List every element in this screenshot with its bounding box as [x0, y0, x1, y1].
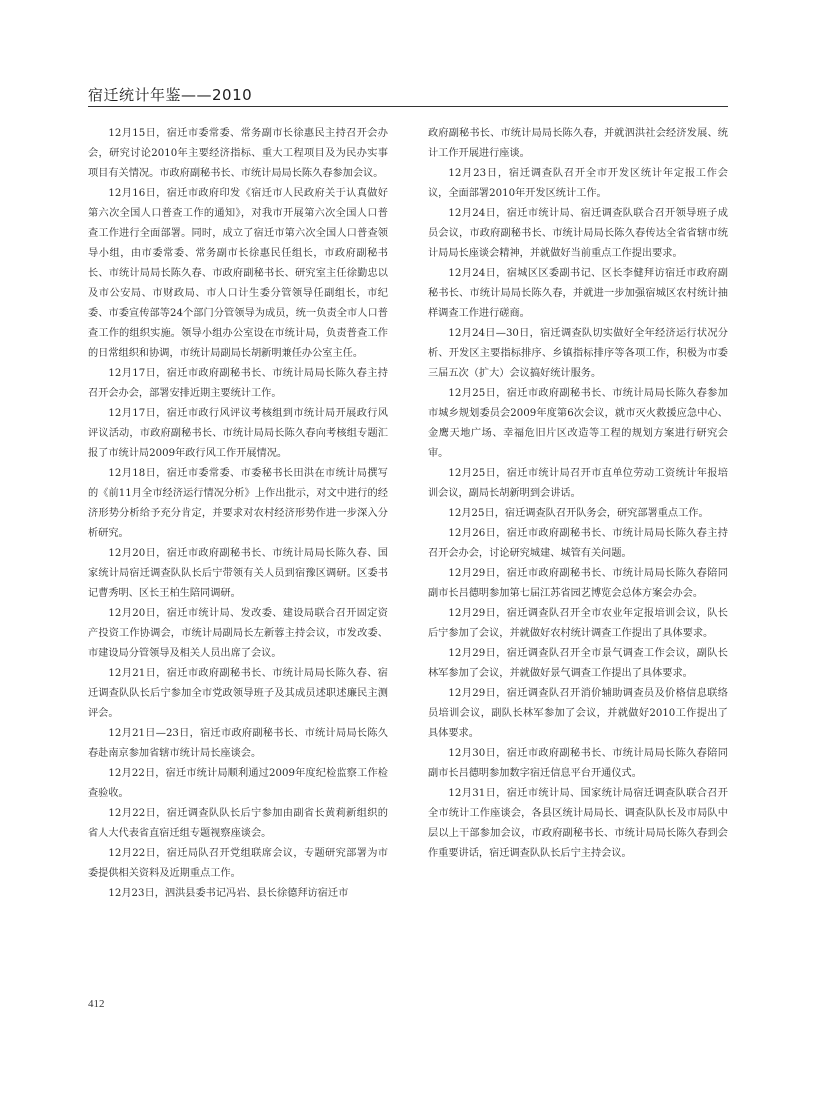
- paragraph: 12月31日，宿迁市统计局、国家统计局宿迁调查队联合召开全市统计工作座谈会，各县区统计局局长、调查队队长及市局队中层以上干部参加会议，市政府副秘书长、市统计局局长陈久春到会作重要讲话，宿迁调查队队长后宁主持会议。: [428, 788, 728, 859]
- left-column: [88, 124, 388, 904]
- paragraph: 12月29日，宿迁调查队召开全市农业年定报培训会议，队长后宁参加了会议，并就做好农村统计调查工作提出了具体要求。: [428, 608, 728, 639]
- paragraph: 12月29日，宿迁调查队召开消价辅助调查员及价格信息联络员培训会议，副队长林军参加了会议，并就做好2010工作提出了具体要求。: [428, 688, 728, 739]
- running-header: 宿迁统计年鉴——2010: [88, 86, 253, 104]
- paragraph: 12月25日，宿迁市政府副秘书长、市统计局局长陈久春参加市城乡规划委员会2009年度第6次会议，就市灭火救援应急中心、金鹰天地广场、幸福危旧片区改造等工程的规划方案进行研究会审。: [428, 388, 728, 459]
- paragraph: 政府副秘书长、市统计局局长陈久春，并就泗洪社会经济发展、统计工作开展进行座谈。: [428, 128, 728, 159]
- paragraph: 12月24日，宿城区区委副书记、区长李健拜访宿迁市政府副秘书长、市统计局局长陈久春，并就进一步加强宿城区农村统计抽样调查工作进行磋商。: [428, 268, 728, 319]
- page-number: 412: [88, 998, 105, 1010]
- paragraph: 12月18日，宿迁市委常委、市委秘书长田洪在市统计局撰写的《前11月全市经济运行情况分析》上作出批示，对文中进行的经济形势分析给予充分肯定，并要求对农村经济形势作进一步深入分析研究。: [88, 468, 388, 539]
- paragraph: 12月22日，宿迁调查队队长后宁参加由副省长黄莉新组织的省人大代表省直宿迁组专题视察座谈会。: [88, 808, 388, 839]
- paragraph: 12月17日，宿迁市政行风评议考核组到市统计局开展政行风评议活动，市政府副秘书长、市统计局局长陈久春向考核组专题汇报了市统计局2009年政行风工作开展情况。: [88, 408, 388, 459]
- paragraph: 12月21日—23日，宿迁市政府副秘书长、市统计局局长陈久春赴南京参加省辖市统计局长座谈会。: [88, 728, 388, 759]
- right-column: [428, 124, 728, 864]
- paragraph: 12月29日，宿迁市政府副秘书长、市统计局局长陈久春陪同副市长吕德明参加第七届江苏省园艺博览会总体方案会办会。: [428, 568, 728, 599]
- paragraph: 12月16日，宿迁市政府印发《宿迁市人民政府关于认真做好第六次全国人口普查工作的通知》，对我市开展第六次全国人口普查工作进行全面部署。同时，成立了宿迁市第六次全国人口普查领导小组，由市委常委、常务副市长徐惠民任组长，市政府副秘书长、市统计局局长陈久春、市政府副秘书长、研究室主任徐勤忠以及市公安局、市财政局、市人口计生委分管领导任副组长，市纪委、市委宣传部等24个部门分管领导为成员，统一负责全市人口普查工作的组织实施。领导小组办公室设在市统计局，负责普查工作的日常组织和协调，市统计局副局长胡新明兼任办公室主任。: [88, 188, 388, 359]
- paragraph: 12月29日，宿迁调查队召开全市景气调查工作会议，副队长林军参加了会议，并就做好景气调查工作提出了具体要求。: [428, 648, 728, 679]
- paragraph: 12月25日，宿迁调查队召开队务会，研究部署重点工作。: [448, 508, 709, 519]
- paragraph: 12月21日，宿迁市政府副秘书长、市统计局局长陈久春、宿迁调查队队长后宁参加全市党政领导班子及其成员述职述廉民主测评会。: [88, 668, 388, 719]
- paragraph: 12月25日，宿迁市统计局召开市直单位劳动工资统计年报培训会议，副局长胡新明到会讲话。: [428, 468, 728, 499]
- paragraph: 12月22日，宿迁市统计局顺利通过2009年度纪检监察工作检查验收。: [88, 768, 388, 799]
- paragraph: 12月20日，宿迁市政府副秘书长、市统计局局长陈久春、国家统计局宿迁调查队队长后宁带领有关人员到宿豫区调研。区委书记曹秀明、区长王柏生陪同调研。: [88, 548, 388, 599]
- paragraph: 12月23日，宿迁调查队召开全市开发区统计年定报工作会议，全面部署2010年开发区统计工作。: [428, 168, 728, 199]
- header-rule: [88, 106, 728, 107]
- paragraph: 12月15日，宿迁市委常委、常务副市长徐惠民主持召开会办会，研究讨论2010年主要经济指标、重大工程项目及为民办实事项目有关情况。市政府副秘书长、市统计局局长陈久春参加会议。: [88, 128, 388, 179]
- paragraph: 12月17日，宿迁市政府副秘书长、市统计局局长陈久春主持召开会办会，部署安排近期主要统计工作。: [88, 368, 388, 399]
- paragraph: 12月24日，宿迁市统计局、宿迁调查队联合召开领导班子成员会议，市政府副秘书长、市统计局局长陈久春传达全省省辖市统计局局长座谈会精神，并就做好当前重点工作提出要求。: [428, 208, 728, 259]
- paragraph: 12月20日，宿迁市统计局、发改委、建设局联合召开固定资产投资工作协调会，市统计局副局长左新蓉主持会议，市发改委、市建设局分管领导及相关人员出席了会议。: [88, 608, 388, 659]
- paragraph: 12月24日—30日，宿迁调查队切实做好全年经济运行状况分析、开发区主要指标排序、乡镇指标排序等各项工作，积极为市委三届五次（扩大）会议搞好统计服务。: [428, 328, 728, 379]
- paragraph: 12月23日，泗洪县委书记冯岩、县长徐德拜访宿迁市: [108, 888, 349, 899]
- paragraph: 12月22日，宿迁局队召开党组联席会议，专题研究部署为市委提供相关资料及近期重点工作。: [88, 848, 388, 879]
- paragraph: 12月26日，宿迁市政府副秘书长、市统计局局长陈久春主持召开会办会，讨论研究城建、城管有关问题。: [428, 528, 728, 559]
- paragraph: 12月30日，宿迁市政府副秘书长、市统计局局长陈久春陪同副市长吕德明参加数字宿迁信息平台开通仪式。: [428, 748, 728, 779]
